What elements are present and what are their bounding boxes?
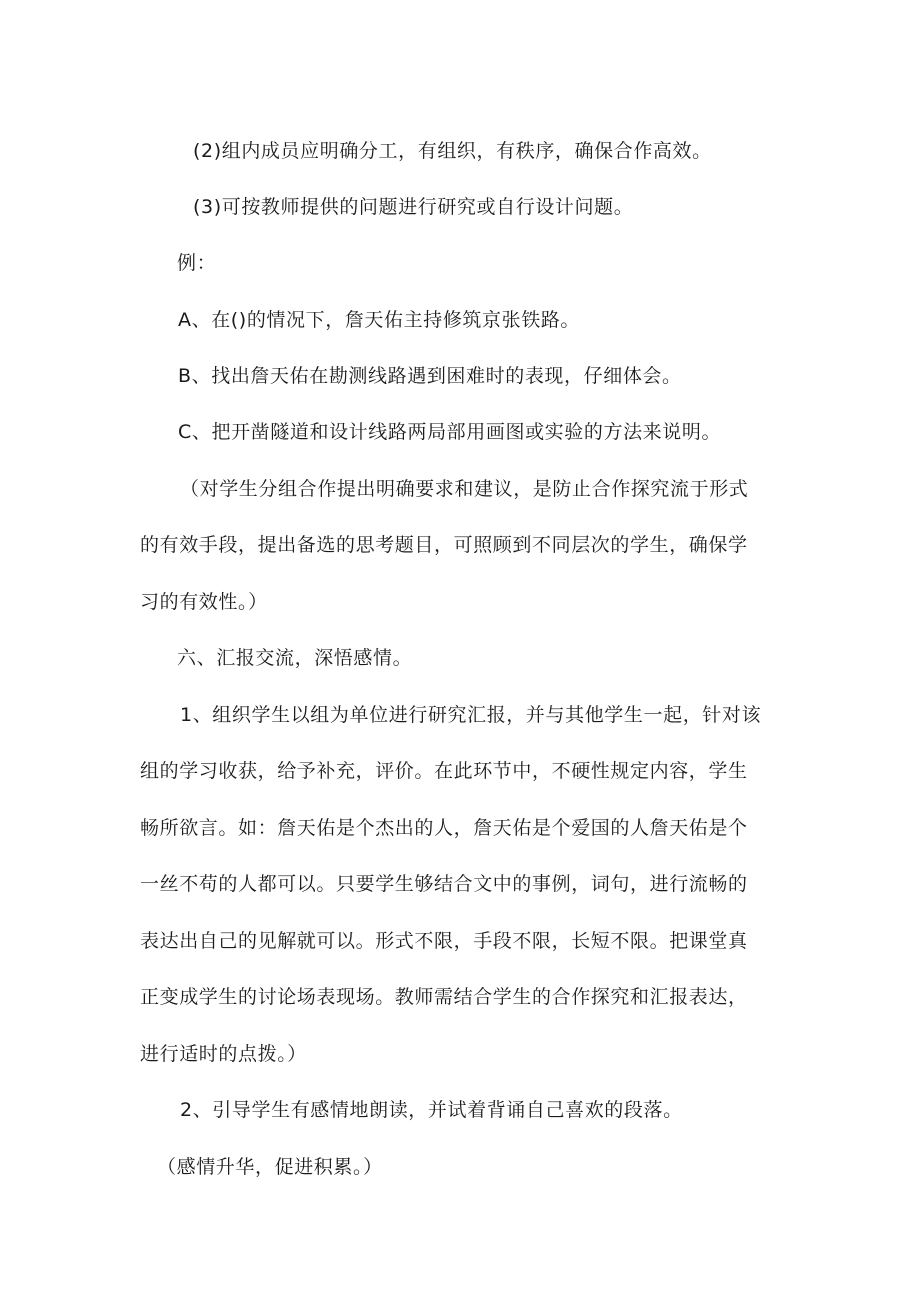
paragraph-group-division: (2)组内成员应明确分工，有组织，有秩序，确保合作高效。 — [193, 140, 712, 162]
paragraph-report-line-4: 一丝不苟的人都可以。只要学生够结合文中的事例，词句，进行流畅的 — [140, 873, 748, 895]
paragraph-example-c: C、把开凿隧道和设计线路两局部用画图或实验的方法来说明。 — [178, 421, 722, 443]
paragraph-example-label: 例： — [177, 252, 217, 274]
paragraph-note-line-2: 的有效手段，提出备选的思考题目，可照顾到不同层次的学生，确保学 — [140, 534, 748, 556]
paragraph-note-line-3: 习的有效性。） — [140, 591, 268, 613]
section-heading-report: 六、汇报交流，深悟感情。 — [177, 647, 413, 669]
paragraph-report-line-7: 进行适时的点拨。） — [140, 1043, 307, 1065]
paragraph-note-line-1: （对学生分组合作提出明确要求和建议，是防止合作探究流于形式 — [180, 478, 749, 500]
paragraph-research-questions: (3)可按教师提供的问题进行研究或自行设计问题。 — [193, 196, 634, 218]
paragraph-reading-aloud: 2、引导学生有感情地朗读，并试着背诵自己喜欢的段落。 — [180, 1099, 683, 1121]
paragraph-report-line-5: 表达出自己的见解就可以。形式不限，手段不限，长短不限。把课堂真 — [140, 930, 748, 952]
paragraph-report-line-3: 畅所欲言。如：詹天佑是个杰出的人，詹天佑是个爱国的人詹天佑是个 — [140, 817, 748, 839]
paragraph-report-line-6: 正变成学生的讨论场表现场。教师需结合学生的合作探究和汇报表达， — [140, 986, 748, 1008]
paragraph-report-line-2: 组的学习收获，给予补充，评价。在此环节中，不硬性规定内容，学生 — [140, 760, 748, 782]
paragraph-report-line-1: 1、组织学生以组为单位进行研究汇报，并与其他学生一起，针对该 — [180, 704, 762, 726]
paragraph-example-a: A、在()的情况下，詹天佑主持修筑京张铁路。 — [178, 309, 581, 331]
paragraph-example-b: B、找出詹天佑在勘测线路遇到困难时的表现，仔细体会。 — [178, 365, 682, 387]
paragraph-emotion-note: （感情升华，促进积累。） — [157, 1156, 383, 1178]
